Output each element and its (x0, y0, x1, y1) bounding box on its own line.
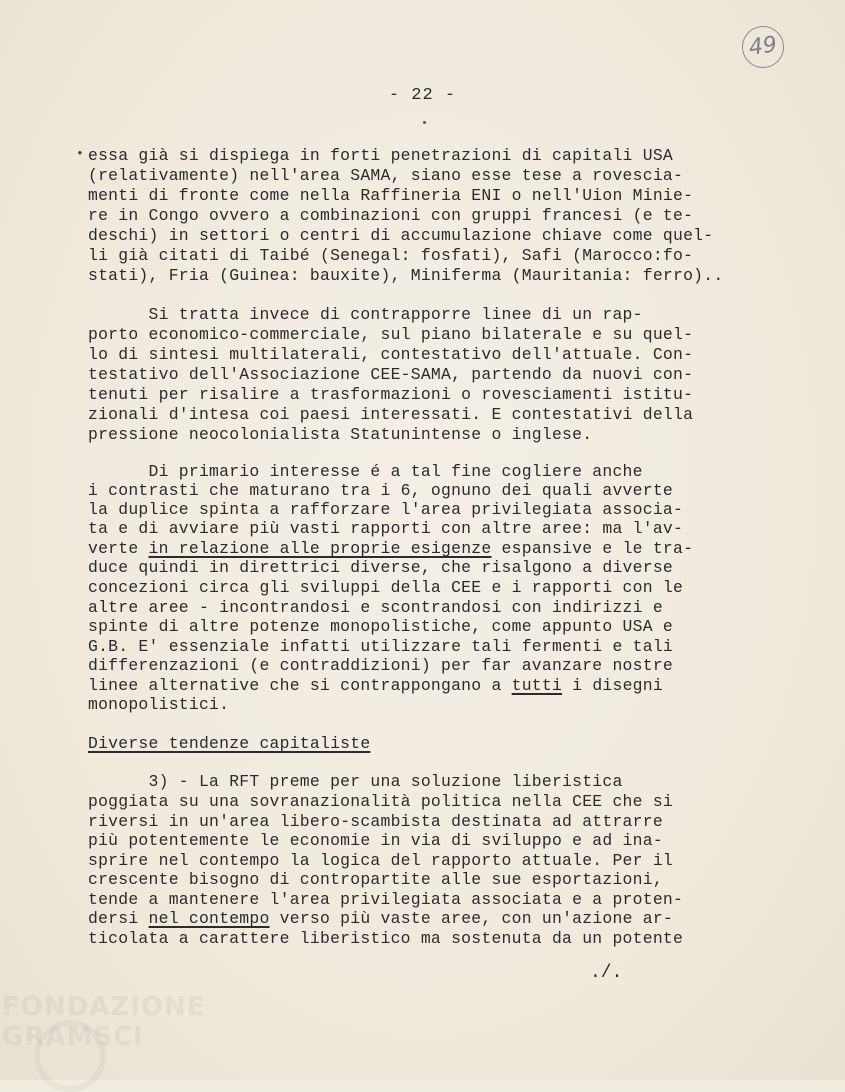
text-line: li già citati di Taibé (Senegal: fosfati), Safi (Marocco:fo- (88, 246, 694, 265)
text-line: menti di fronte come nella Raffineria ENI o nell'Uion Minie- (88, 186, 694, 205)
text-line: i contrasti che maturano tra i 6, ognuno dei quali avverte (88, 481, 673, 500)
text-line: duce quindi in direttrici diverse, che risalgono a diverse (88, 558, 673, 577)
text-line: differenzazioni (e contraddizioni) per far avanzare nostre (88, 656, 673, 675)
text-line: essa già si dispiega in forti penetrazioni di capitali USA (88, 146, 673, 165)
text-line: crescente bisogno di contropartite alle sue esportazioni, (88, 870, 663, 889)
text-line: (relativamente) nell'area SAMA, siano esse tese a rovescia- (88, 166, 684, 185)
text-line: Di primario interesse é a tal fine cogliere anche (88, 462, 643, 481)
text-line-with-underline (88, 539, 693, 559)
margin-mark: • (76, 146, 84, 161)
page-number: - 22 - (388, 86, 457, 105)
section-heading: Diverse tendenze capitaliste (88, 734, 371, 753)
text-line: pressione neocolonialista Statunintense o inglese. (88, 425, 593, 444)
line-prefix: verte (88, 539, 149, 558)
text-line: più potentemente le economie in via di sviluppo e ad ina- (88, 831, 663, 850)
continuation-mark: ./. (590, 963, 623, 983)
text-line: altre aree - incontrandosi e scontrandosi con indirizzi e (88, 598, 663, 617)
underlined-word: tutti (511, 676, 563, 695)
text-line: la duplice spinta a rafforzare l'area privilegiata associa- (88, 500, 684, 519)
text-line: sprire nel contempo la logica del rapporto attuale. Per il (88, 851, 673, 870)
text-line: lo di sintesi multilaterali, contestativo dell'attuale. Con- (88, 345, 694, 364)
text-line: tende a mantenere l'area privilegiata associata e a proten- (88, 890, 684, 909)
line-suffix: verso più vaste aree, con un'azione ar- (269, 909, 674, 928)
text-line: porto economico-commerciale, sul piano bilaterale e su quel- (88, 325, 694, 344)
line-prefix: dersi (88, 909, 149, 928)
text-line: stati), Fria (Guinea: bauxite), Miniferma (Mauritania: ferro).. (88, 266, 724, 285)
text-line: 3) - La RFT preme per una soluzione liberistica (88, 772, 623, 791)
text-line: riversi in un'area libero-scambista destinata ad attrarre (88, 812, 663, 831)
line-suffix: i disegni (562, 676, 663, 695)
text-line: testativo dell'Associazione CEE-SAMA, partendo da nuovi con- (88, 365, 694, 384)
underlined-phrase: nel contempo (148, 909, 270, 928)
archive-page-stamp: 49 (739, 23, 786, 70)
underlined-phrase: in relazione alle proprie esigenze (148, 539, 492, 558)
archive-watermark: FONDAZIONE GRAMSCI (2, 992, 206, 1052)
text-line: Si tratta invece di contrapporre linee di un rap- (88, 305, 643, 324)
text-line: spinte di altre potenze monopolistiche, come appunto USA e (88, 617, 673, 636)
text-line-with-underline (88, 909, 673, 929)
ink-dot (423, 121, 426, 124)
text-line: ta e di avviare più vasti rapporti con altre aree: ma l'av- (88, 519, 684, 538)
text-line: monopolistici. (88, 695, 230, 714)
text-line: zionali d'intesa coi paesi interessati. E contestativi della (88, 405, 694, 424)
text-line: tenuti per risalire a trasformazioni o rovesciamenti istitu- (88, 385, 694, 404)
text-line: ticolata a carattere liberistico ma sostenuta da un potente (88, 929, 684, 948)
text-line: concezioni circa gli sviluppi della CEE e i rapporti con le (88, 578, 684, 597)
text-line: deschi) in settori o centri di accumulazione chiave come quel- (88, 226, 714, 245)
text-line: poggiata su una sovranazionalità politica nella CEE che si (88, 792, 673, 811)
text-line-with-underline (88, 676, 663, 696)
text-line: G.B. E' essenziale infatti utilizzare tali fermenti e tali (88, 637, 673, 656)
text-line: re in Congo ovvero a combinazioni con gruppi francesi (e te- (88, 206, 694, 225)
line-prefix: linee alternative che si contrappongano a (88, 676, 512, 695)
line-suffix: espansive e le tra- (491, 539, 694, 558)
